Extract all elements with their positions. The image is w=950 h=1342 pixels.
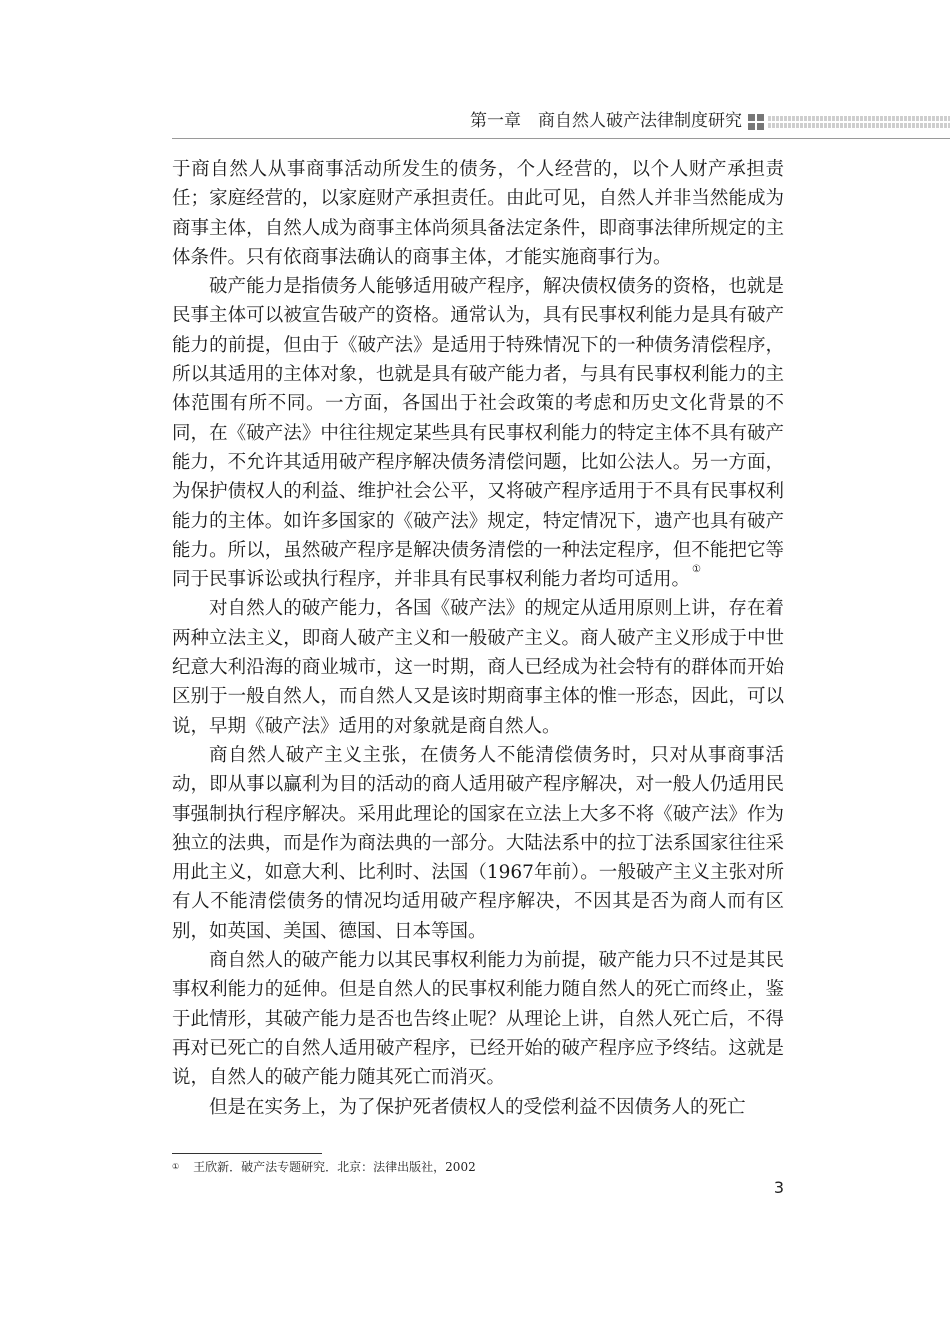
- page-number: 3: [773, 1178, 784, 1197]
- page-header: [0, 106, 950, 136]
- footnote-rule: [172, 1153, 322, 1154]
- paragraph-bankruptcy-capacity: [172, 272, 784, 594]
- paragraph-practice: 但是在实务上，为了保护死者债权人的受偿利益不因债务人的死亡: [209, 1096, 746, 1118]
- footnote-reference: ①: [692, 564, 701, 576]
- header-ornament: [748, 114, 950, 130]
- paragraph-merchant-bankruptcy: 商自然人破产主义主张，在债务人不能清偿债务时，只对从事商事活动，即从事以赢利为目的活动的商人适用破产程序解决，对一般人仍适用民事强制执行程序解决。采用此理论的国家在立法上大多不将《破产法》作为独立的法典，而是作为商法典的一部分。大陆法系中的拉丁法系国家往往采用此主义，如意大利、比利时、法国（1967年前）。一般破产主义主张对所有人不能清偿债务的情况均适用破产程序解决，不因其是否为商人而有区别，如英国、美国、德国、日本等国。: [172, 744, 784, 942]
- paragraph-legislative-doctrines: 对自然人的破产能力，各国《破产法》的规定从适用原则上讲，存在着两种立法主义，即商人破产主义和一般破产主义。商人破产主义形成于中世纪意大利沿海的商业城市，这一时期，商人已经成为社会特有的群体而开始区别于一般自然人，而自然人又是该时期商事主体的惟一形态，因此，可以说，早期《破产法》适用的对象就是商自然人。: [172, 598, 784, 737]
- paragraph-capacity-premise: 商自然人的破产能力以其民事权利能力为前提，破产能力只不过是其民事权利能力的延伸。但是自然人的民事权利能力随自然人的死亡而终止，鉴于此情形，其破产能力是否也告终止呢？从理论上讲，自然人死亡后，不得再对已死亡的自然人适用破产程序，已经开始的破产程序应予终结。这就是说，自然人的破产能力随其死亡而消灭。: [172, 950, 784, 1089]
- footnote-mark: ①: [172, 1162, 180, 1171]
- paragraph-text: 破产能力是指债务人能够适用破产程序，解决债权债务的资格，也就是民事主体可以被宣告破产的资格。通常认为，具有民事权利能力是具有破产能力的前提，但由于《破产法》是适用于特殊情况下的一种债务清偿程序，所以其适用的主体对象，也就是具有破产能力者，与具有民事权利能力的主体范围有所不同。一方面，各国出于社会政策的考虑和历史文化背景的不同，在《破产法》中往往规定某些具有民事权利能力的特定主体不具有破产能力，不允许其适用破产程序解决债务清偿问题，比如公法人。另一方面，为保护债权人的利益、维护社会公平，又将破产程序适用于不具有民事权利能力的主体。如许多国家的《破产法》规定，特定情况下，遗产也具有破产能力。所以，虽然破产程序是解决债务清偿的一种法定程序，但不能把它等同于民事诉讼或执行程序，并非具有民事权利能力者均可适用。: [172, 276, 784, 591]
- footnote: [172, 1158, 784, 1176]
- footnote-text: 王欣新．破产法专题研究．北京：法律出版社，2002: [193, 1160, 476, 1174]
- paragraph-continued: 于商自然人从事商事活动所发生的债务，个人经营的，以个人财产承担责任；家庭经营的，以家庭财产承担责任。由此可见，自然人并非当然能成为商事主体，自然人成为商事主体尚须具备法定条件，即商事法律所规定的主体条件。只有依商事法确认的商事主体，才能实施商事行为。: [172, 159, 784, 268]
- header-rule: [172, 138, 950, 139]
- body-text: [172, 155, 784, 1122]
- running-head-chapter-title: 第一章 商自然人破产法律制度研究: [470, 111, 742, 131]
